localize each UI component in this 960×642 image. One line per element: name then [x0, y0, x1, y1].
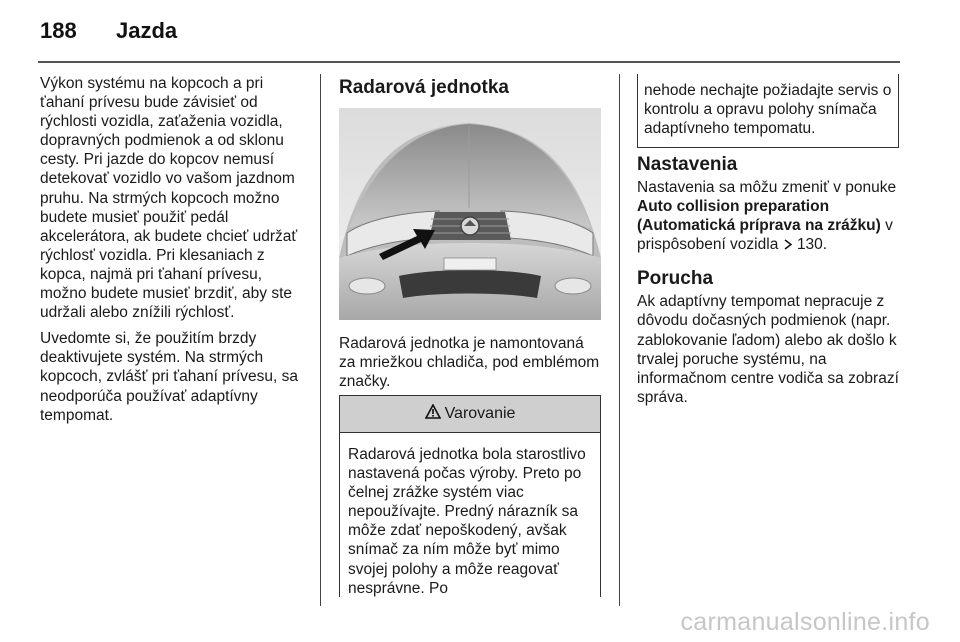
section-title-fault: Porucha: [637, 268, 714, 290]
column-right: [637, 154, 902, 407]
chapter-title: Jazda: [116, 18, 178, 43]
section-title-radar: Radarová jednotka: [339, 77, 509, 98]
page-number: 188: [40, 18, 77, 43]
watermark: carmanualsonline.info: [680, 608, 930, 636]
column-divider-left: [320, 74, 321, 606]
car-front-illustration: [339, 108, 601, 320]
page-reference-arrow-icon: [783, 236, 793, 253]
section-title-settings: Nastavenia: [637, 154, 738, 175]
warning-continued-box: nehode nechajte požiadajte servis o kontrolu a opravu polohy snímača adaptívneho tempomatu.: [637, 74, 899, 148]
radar-caption: Radarová jednotka je namontovaná za mriežkou chladiča, pod emblémom značky.: [339, 335, 600, 391]
column-middle: [339, 76, 601, 391]
header-divider: [38, 61, 900, 63]
fault-text: Ak adaptívny tempomat nepracuje z dôvodu dočasných podmienok (napr. zablokovanie ľadom) alebo ak došlo k trvalej poruche systému, na informačnom centre vodiča sa zobrazí správa.: [637, 293, 899, 406]
warning-triangle-icon: [425, 404, 441, 424]
warning-text: Radarová jednotka bola starostlivo nastavená počas výroby. Preto po čelnej zrážke systém viac nepoužívajte. Predný nárazník sa môže zdať nepoškodený, avšak snímač za ním môže byť mimo svojej polohy a môže reagovať nesprávne. Po: [348, 446, 586, 597]
car-front-photo: [339, 108, 601, 320]
paragraph-brake: Uvedomte si, že použitím brzdy deaktivujete systém. Na strmých kopcoch, zvlášť pri ťahaní prívesu, sa neodporúča používať adaptívny tempomat.: [40, 330, 299, 424]
page-reference: 130.: [796, 236, 828, 254]
menu-item-name: Auto collision preparation (Automatická príprava na zrážku): [637, 198, 881, 235]
column-left: [40, 74, 308, 425]
warning-box: [339, 395, 601, 597]
warning-header: [340, 396, 600, 433]
page-header: [40, 18, 177, 44]
warning-heading: Varovanie: [444, 405, 516, 422]
column-divider-right: [619, 74, 620, 606]
settings-text: Nastavenia sa môžu zmeniť v ponuke Auto collision preparation (Automatická príprava na zrážku) v prispôsobení vozidla 130.: [637, 179, 897, 254]
paragraph-hills: Výkon systému na kopcoch a pri ťahaní prívesu bude závisieť od rýchlosti vozidla, zaťaženia vozidla, dopravných podmienok a od sklonu cesty. Pri jazde do kopcov nemusí detekovať vozidlo vo vašom jazdnom pruhu. Na strmých kopcoch možno budete musieť použiť pedál akcelerátora, ak budete chcieť udržať rýchlosť vozidla. Pri klesaniach z kopca, najmä pri ťahaní prívesu, možno budete musieť brzdiť, aby ste udržali alebo znížili rýchlosť.: [40, 75, 298, 322]
